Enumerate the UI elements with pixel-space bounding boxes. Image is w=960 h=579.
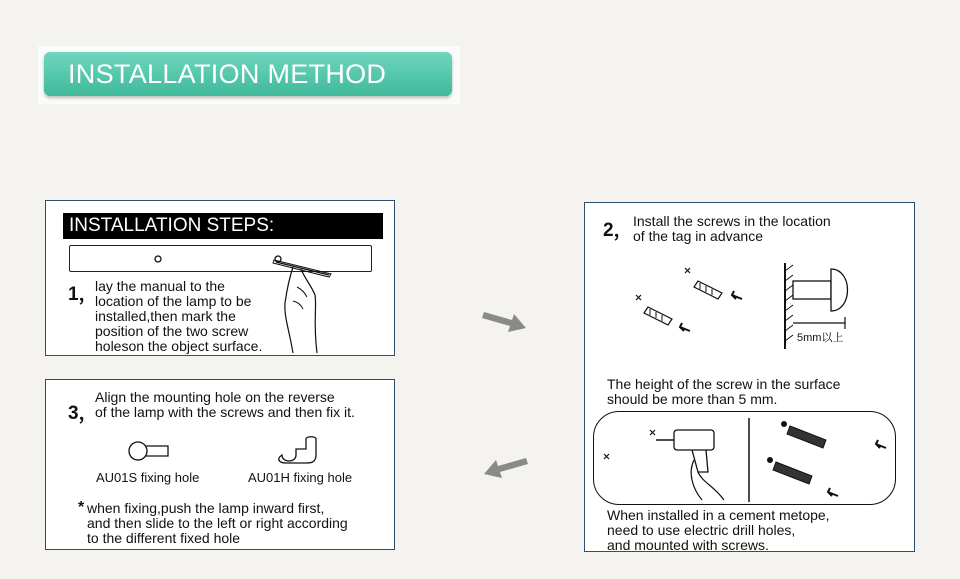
step-2-text: Install the screws in the location of the tag in advance	[633, 213, 831, 244]
panel-step-3	[45, 379, 395, 550]
screws-icon	[630, 263, 750, 343]
note-asterisk: *	[78, 499, 85, 516]
panel-step-2	[584, 202, 915, 552]
step-3-note: when fixing,push the lamp inward first, and then slide to the left or right according to the different fixed hole	[87, 500, 348, 546]
step-1-number: 1，	[68, 284, 98, 305]
step-1-text: lay the manual to the location of the lamp to be installed,then mark the position of the two screw holeson the object surface.	[95, 278, 263, 354]
step-3-text: Align the mounting hole on the reverse of the lamp with the screws and then fix it.	[95, 389, 355, 420]
l-hook-icon	[276, 435, 320, 465]
screw-height-note: The height of the screw in the surface should be more than 5 mm.	[607, 376, 841, 407]
cement-install-note: When installed in a cement metope, need to use electric drill holes, and mounted with screws.	[607, 507, 830, 553]
drill-and-anchor-icons	[594, 412, 897, 506]
step-2-number: 2，	[603, 220, 633, 241]
au01h-hole-label: AU01H fixing hole	[248, 470, 353, 485]
arrow-right-down-icon	[482, 306, 528, 334]
au01s-hole-label: AU01S fixing hole	[96, 470, 200, 485]
hand-with-pencil-icon	[271, 257, 341, 353]
installation-steps-title: INSTALLATION STEPS:	[63, 213, 383, 239]
step-3-number: 3，	[68, 403, 98, 424]
cement-install-box	[593, 411, 896, 505]
arrow-left-down-icon	[482, 452, 528, 480]
keyhole-icon	[126, 440, 170, 462]
header-banner-frame	[38, 46, 460, 104]
page-title: INSTALLATION METHOD	[44, 52, 452, 96]
panel-step-1	[45, 200, 395, 356]
five-mm-label: 5mm以上	[797, 332, 844, 344]
